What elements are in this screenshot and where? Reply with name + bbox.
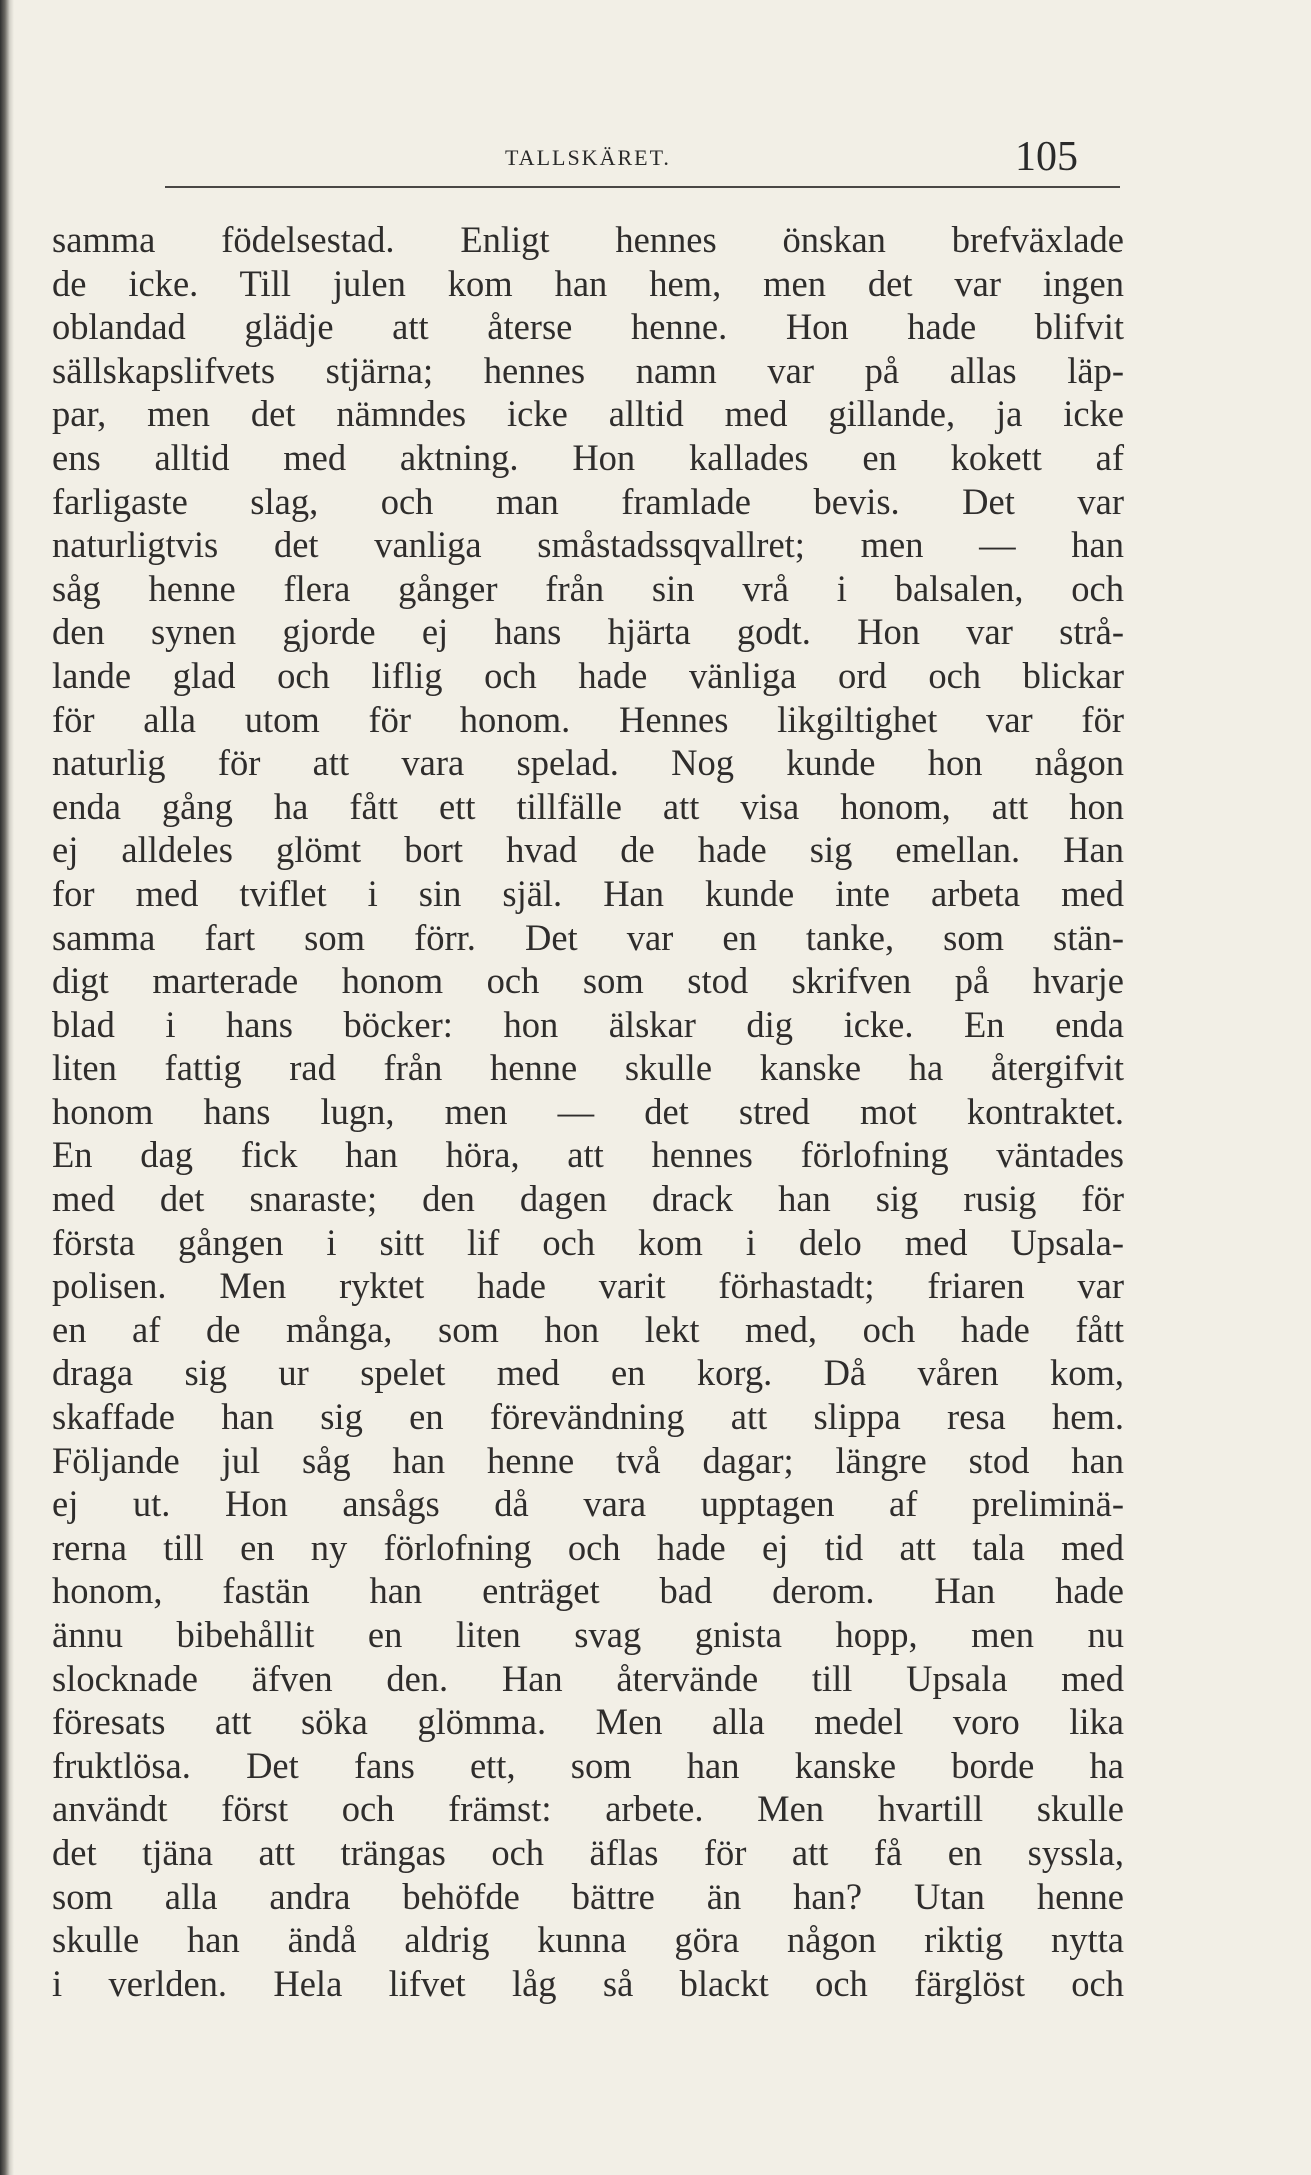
text-line: En dag fick han höra, att hennes förlofning väntades (52, 1134, 1124, 1176)
text-line: de icke. Till julen kom han hem, men det var ingen (52, 262, 1124, 304)
page-number: 105 (1015, 134, 1078, 180)
text-line: skaffade han sig en förevändning att slippa resa hem. (52, 1396, 1124, 1438)
text-line: sällskapslifvets stjärna; hennes namn var på allas läp- (52, 349, 1124, 391)
text-line: ännu bibehållit en liten svag gnista hopp, men nu (52, 1614, 1124, 1655)
text-line: honom, fastän han enträget bad derom. Han hade (52, 1570, 1124, 1612)
text-line: naturligtvis det vanliga småstadssqvallret; men — han (52, 524, 1124, 566)
text-line: den synen gjorde ej hans hjärta godt. Hon var strå- (52, 611, 1124, 653)
text-line: Följande jul såg han henne två dagar; längre stod han (52, 1439, 1124, 1481)
text-line: användt först och främst: arbete. Men hvartill skulle (52, 1788, 1124, 1830)
text-line: oblandad glädje att återse henne. Hon hade blifvit (52, 306, 1124, 348)
text-line: i verlden. Hela lifvet låg så blackt och färglöst och (52, 1962, 1124, 2004)
text-line: ens alltid med aktning. Hon kallades en kokett af (52, 436, 1124, 478)
text-line: polisen. Men ryktet hade varit förhastadt; friaren var (52, 1265, 1124, 1307)
text-line: fruktlösa. Det fans ett, som han kanske borde ha (52, 1744, 1124, 1786)
text-line: honom hans lugn, men — det stred mot kontraktet. (52, 1090, 1124, 1132)
text-line: par, men det nämndes icke alltid med gillande, ja icke (52, 393, 1124, 435)
text-line: liten fattig rad från henne skulle kanske ha återgifvit (52, 1047, 1124, 1089)
text-line: föresats att söka glömma. Men alla medel voro lika (52, 1701, 1124, 1743)
text-line: for med tviflet i sin själ. Han kunde inte arbeta med (52, 872, 1124, 914)
page-gutter-shadow (0, 0, 14, 2175)
text-line: draga sig ur spelet med en korg. Då våren kom, (52, 1352, 1124, 1394)
running-title: TALLSKÄRET. (505, 145, 671, 170)
text-line: naturlig för att vara spelad. Nog kunde hon någon (52, 742, 1124, 784)
text-line: samma fart som förr. Det var en tanke, som stän- (52, 916, 1124, 958)
text-line: slocknade äfven den. Han återvände till Upsala med (52, 1657, 1124, 1699)
text-line: skulle han ändå aldrig kunna göra någon riktig nytta (52, 1919, 1124, 1961)
text-line: samma födelsestad. Enligt hennes önskan brefväxlade (52, 219, 1124, 260)
text-line: ej alldeles glömt bort hvad de hade sig emellan. Han (52, 829, 1124, 871)
text-line: det tjäna att trängas och äflas för att få en syssla, (52, 1831, 1124, 1873)
header-rule (165, 186, 1120, 188)
text-line: farligaste slag, och man framlade bevis. Det var (52, 480, 1124, 522)
text-line: första gången i sitt lif och kom i delo med Upsala- (52, 1221, 1124, 1263)
text-line: enda gång ha fått ett tillfälle att visa honom, att hon (52, 785, 1124, 827)
body-text (52, 218, 1124, 2005)
text-line: rerna till en ny förlofning och hade ej tid att tala med (52, 1526, 1124, 1568)
text-line: en af de många, som hon lekt med, och hade fått (52, 1308, 1124, 1350)
text-line: som alla andra behöfde bättre än han? Utan henne (52, 1875, 1124, 1917)
text-line: med det snaraste; den dagen drack han sig rusig för (52, 1178, 1124, 1220)
text-line: blad i hans böcker: hon älskar dig icke. En enda (52, 1003, 1124, 1045)
text-line: för alla utom för honom. Hennes likgiltighet var för (52, 698, 1124, 740)
text-line: digt marterade honom och som stod skrifven på hvarje (52, 960, 1124, 1002)
text-line: lande glad och liflig och hade vänliga ord och blickar (52, 654, 1124, 696)
text-line: ej ut. Hon ansågs då vara upptagen af preliminä- (52, 1483, 1124, 1525)
text-line: såg henne flera gånger från sin vrå i balsalen, och (52, 567, 1124, 609)
